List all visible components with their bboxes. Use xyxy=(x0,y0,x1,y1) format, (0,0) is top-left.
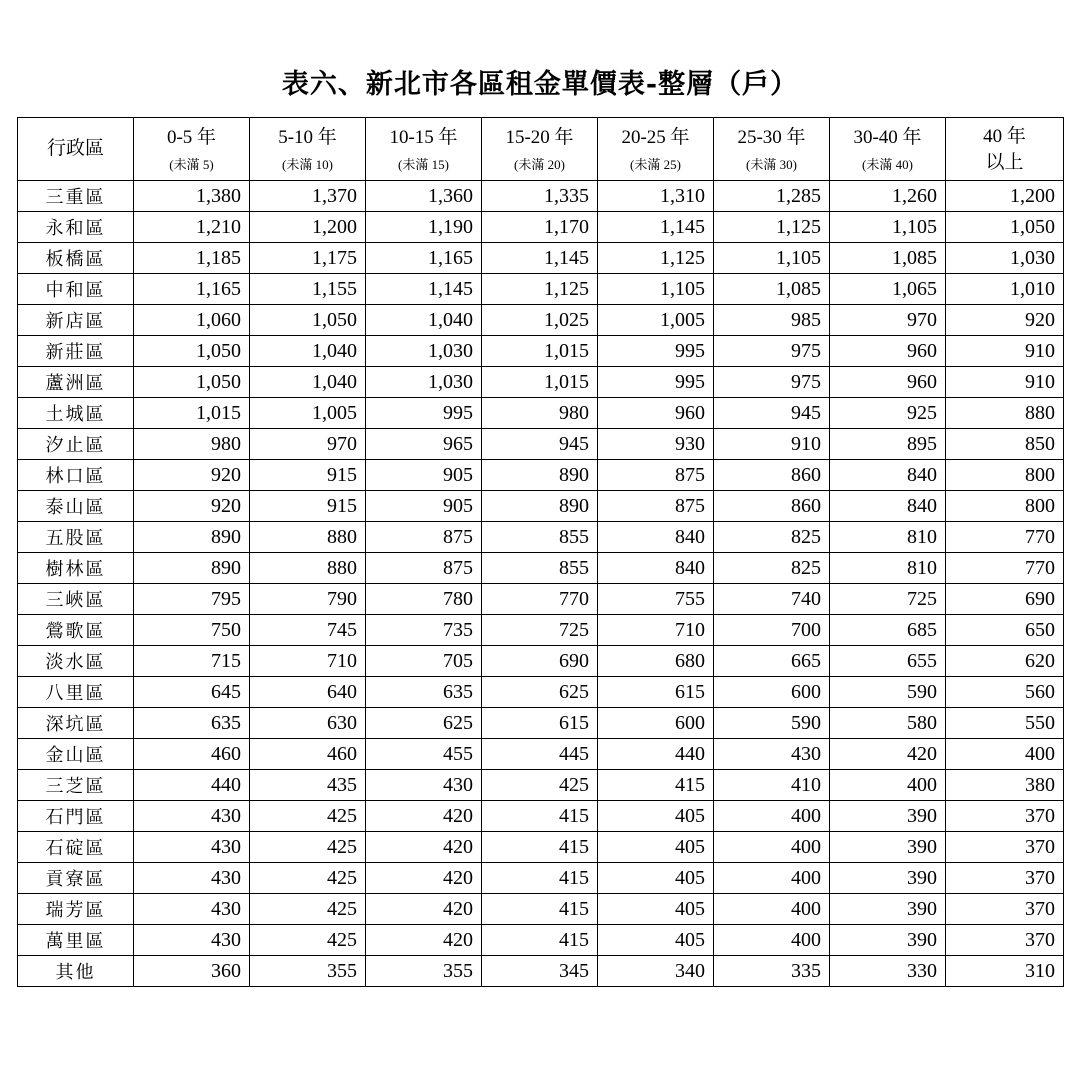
table-row xyxy=(18,491,1064,522)
rent-value-cell: 430 xyxy=(134,863,250,894)
rent-value-cell: 710 xyxy=(598,615,714,646)
rent-value-cell: 975 xyxy=(714,336,830,367)
column-header-sublabel: (未滿 20) xyxy=(514,157,565,172)
rent-value-cell: 910 xyxy=(946,367,1064,398)
rent-value-cell: 710 xyxy=(250,646,366,677)
district-name-cell: 深坑區 xyxy=(18,708,134,739)
column-header-district xyxy=(18,118,134,181)
column-header-label: 行政區 xyxy=(46,138,104,159)
rent-value-cell: 400 xyxy=(714,925,830,956)
rent-value-cell: 330 xyxy=(830,956,946,987)
rent-value-cell: 740 xyxy=(714,584,830,615)
rent-value-cell: 995 xyxy=(598,336,714,367)
rent-value-cell: 920 xyxy=(946,305,1064,336)
rent-value-cell: 370 xyxy=(946,894,1064,925)
rent-value-cell: 420 xyxy=(366,894,482,925)
column-header-sublabel: (未滿 25) xyxy=(630,157,681,172)
rent-value-cell: 850 xyxy=(946,429,1064,460)
rent-value-cell: 625 xyxy=(482,677,598,708)
table-row xyxy=(18,181,1064,212)
district-name-cell: 蘆洲區 xyxy=(18,367,134,398)
rent-value-cell: 880 xyxy=(250,553,366,584)
rent-value-cell: 405 xyxy=(598,863,714,894)
district-name-cell: 其他 xyxy=(18,956,134,987)
district-name-cell: 萬里區 xyxy=(18,925,134,956)
rent-value-cell: 890 xyxy=(482,460,598,491)
rent-value-cell: 390 xyxy=(830,894,946,925)
table-header-row xyxy=(18,118,1064,181)
table-row xyxy=(18,553,1064,584)
district-name-cell: 樹林區 xyxy=(18,553,134,584)
rent-value-cell: 620 xyxy=(946,646,1064,677)
rent-value-cell: 435 xyxy=(250,770,366,801)
rent-value-cell: 655 xyxy=(830,646,946,677)
rent-value-cell: 400 xyxy=(714,801,830,832)
rent-value-cell: 800 xyxy=(946,460,1064,491)
rent-value-cell: 680 xyxy=(598,646,714,677)
rent-value-cell: 855 xyxy=(482,553,598,584)
column-header-sublabel: (未滿 15) xyxy=(398,157,449,172)
rent-value-cell: 405 xyxy=(598,801,714,832)
rent-value-cell: 425 xyxy=(250,801,366,832)
rent-value-cell: 975 xyxy=(714,367,830,398)
rent-value-cell: 445 xyxy=(482,739,598,770)
table-row xyxy=(18,801,1064,832)
rent-value-cell: 985 xyxy=(714,305,830,336)
district-name-cell: 板橋區 xyxy=(18,243,134,274)
rent-value-cell: 980 xyxy=(482,398,598,429)
column-header-25-30 xyxy=(714,118,830,181)
rent-value-cell: 310 xyxy=(946,956,1064,987)
rent-value-cell: 355 xyxy=(250,956,366,987)
rent-value-cell: 650 xyxy=(946,615,1064,646)
district-name-cell: 石碇區 xyxy=(18,832,134,863)
rent-value-cell: 995 xyxy=(366,398,482,429)
rent-value-cell: 685 xyxy=(830,615,946,646)
column-header-label: 10-15 年 xyxy=(389,127,458,148)
table-row xyxy=(18,584,1064,615)
rent-value-cell: 770 xyxy=(482,584,598,615)
district-name-cell: 五股區 xyxy=(18,522,134,553)
rent-value-cell: 960 xyxy=(830,367,946,398)
rent-value-cell: 1,030 xyxy=(366,367,482,398)
rent-value-cell: 440 xyxy=(134,770,250,801)
column-header-label: 20-25 年 xyxy=(621,127,690,148)
rent-value-cell: 370 xyxy=(946,801,1064,832)
rent-value-cell: 1,165 xyxy=(134,274,250,305)
column-header-label: 15-20 年 xyxy=(505,127,574,148)
rent-value-cell: 415 xyxy=(482,894,598,925)
rent-value-cell: 425 xyxy=(250,863,366,894)
rent-value-cell: 1,040 xyxy=(250,336,366,367)
district-name-cell: 淡水區 xyxy=(18,646,134,677)
table-row xyxy=(18,863,1064,894)
table-row xyxy=(18,274,1064,305)
rent-value-cell: 340 xyxy=(598,956,714,987)
rent-value-cell: 360 xyxy=(134,956,250,987)
rent-value-cell: 625 xyxy=(366,708,482,739)
rent-value-cell: 930 xyxy=(598,429,714,460)
column-header-sublabel: 以上 xyxy=(985,152,1024,173)
rent-value-cell: 1,030 xyxy=(946,243,1064,274)
rent-value-cell: 430 xyxy=(134,894,250,925)
rent-value-cell: 335 xyxy=(714,956,830,987)
rent-value-cell: 425 xyxy=(250,832,366,863)
rent-value-cell: 915 xyxy=(250,491,366,522)
rent-value-cell: 725 xyxy=(482,615,598,646)
rent-value-cell: 890 xyxy=(134,553,250,584)
table-row xyxy=(18,460,1064,491)
rent-value-cell: 405 xyxy=(598,925,714,956)
rent-value-cell: 770 xyxy=(946,522,1064,553)
rent-value-cell: 380 xyxy=(946,770,1064,801)
rent-value-cell: 1,210 xyxy=(134,212,250,243)
district-name-cell: 貢寮區 xyxy=(18,863,134,894)
rent-value-cell: 1,145 xyxy=(482,243,598,274)
district-name-cell: 八里區 xyxy=(18,677,134,708)
rent-value-cell: 1,015 xyxy=(482,336,598,367)
rent-value-cell: 345 xyxy=(482,956,598,987)
table-row xyxy=(18,243,1064,274)
rent-value-cell: 590 xyxy=(714,708,830,739)
rent-value-cell: 665 xyxy=(714,646,830,677)
rent-value-cell: 915 xyxy=(250,460,366,491)
rent-value-cell: 690 xyxy=(946,584,1064,615)
rent-value-cell: 770 xyxy=(946,553,1064,584)
district-name-cell: 汐止區 xyxy=(18,429,134,460)
rent-value-cell: 640 xyxy=(250,677,366,708)
rent-value-cell: 645 xyxy=(134,677,250,708)
rent-value-cell: 420 xyxy=(366,832,482,863)
rent-value-cell: 890 xyxy=(482,491,598,522)
rent-value-cell: 875 xyxy=(598,460,714,491)
district-name-cell: 永和區 xyxy=(18,212,134,243)
column-header-label: 0-5 年 xyxy=(166,127,217,148)
table-row xyxy=(18,336,1064,367)
rent-value-cell: 405 xyxy=(598,832,714,863)
table-row xyxy=(18,615,1064,646)
rent-value-cell: 1,005 xyxy=(598,305,714,336)
rent-value-cell: 855 xyxy=(482,522,598,553)
table-row xyxy=(18,770,1064,801)
district-name-cell: 三重區 xyxy=(18,181,134,212)
rent-value-cell: 780 xyxy=(366,584,482,615)
rent-value-cell: 965 xyxy=(366,429,482,460)
rent-value-cell: 590 xyxy=(830,677,946,708)
rent-value-cell: 1,005 xyxy=(250,398,366,429)
rent-value-cell: 920 xyxy=(134,460,250,491)
table-row xyxy=(18,646,1064,677)
district-name-cell: 土城區 xyxy=(18,398,134,429)
rent-value-cell: 580 xyxy=(830,708,946,739)
rent-value-cell: 370 xyxy=(946,863,1064,894)
rent-value-cell: 945 xyxy=(482,429,598,460)
rent-value-cell: 910 xyxy=(946,336,1064,367)
rent-value-cell: 1,380 xyxy=(134,181,250,212)
rent-value-cell: 735 xyxy=(366,615,482,646)
rent-value-cell: 390 xyxy=(830,925,946,956)
rent-value-cell: 945 xyxy=(714,398,830,429)
district-name-cell: 泰山區 xyxy=(18,491,134,522)
rent-value-cell: 1,360 xyxy=(366,181,482,212)
rent-value-cell: 425 xyxy=(250,894,366,925)
rent-value-cell: 1,105 xyxy=(830,212,946,243)
rent-value-cell: 1,125 xyxy=(714,212,830,243)
column-header-sublabel: (未滿 5) xyxy=(169,157,214,172)
rent-value-cell: 390 xyxy=(830,832,946,863)
rent-value-cell: 415 xyxy=(598,770,714,801)
rent-value-cell: 1,030 xyxy=(366,336,482,367)
column-header-label: 5-10 年 xyxy=(278,127,337,148)
rent-value-cell: 840 xyxy=(830,491,946,522)
rent-value-cell: 1,165 xyxy=(366,243,482,274)
rent-value-cell: 390 xyxy=(830,863,946,894)
rent-value-cell: 1,015 xyxy=(482,367,598,398)
rent-value-cell: 615 xyxy=(482,708,598,739)
rent-value-cell: 635 xyxy=(134,708,250,739)
rent-value-cell: 615 xyxy=(598,677,714,708)
district-name-cell: 金山區 xyxy=(18,739,134,770)
rent-value-cell: 1,085 xyxy=(830,243,946,274)
rent-value-cell: 790 xyxy=(250,584,366,615)
table-row xyxy=(18,925,1064,956)
rent-value-cell: 1,145 xyxy=(598,212,714,243)
column-header-sublabel: (未滿 30) xyxy=(746,157,797,172)
rent-value-cell: 630 xyxy=(250,708,366,739)
rent-value-cell: 1,145 xyxy=(366,274,482,305)
rent-value-cell: 370 xyxy=(946,832,1064,863)
rent-value-cell: 840 xyxy=(598,553,714,584)
rent-value-cell: 875 xyxy=(366,553,482,584)
table-row xyxy=(18,894,1064,925)
rent-value-cell: 635 xyxy=(366,677,482,708)
rent-value-cell: 1,190 xyxy=(366,212,482,243)
rent-value-cell: 970 xyxy=(250,429,366,460)
table-row xyxy=(18,367,1064,398)
rent-value-cell: 840 xyxy=(830,460,946,491)
rent-value-cell: 420 xyxy=(830,739,946,770)
rent-value-cell: 860 xyxy=(714,491,830,522)
rent-value-cell: 1,175 xyxy=(250,243,366,274)
rent-value-cell: 840 xyxy=(598,522,714,553)
rent-value-cell: 810 xyxy=(830,553,946,584)
rent-value-cell: 860 xyxy=(714,460,830,491)
rent-value-cell: 430 xyxy=(714,739,830,770)
district-name-cell: 新店區 xyxy=(18,305,134,336)
rent-value-cell: 1,025 xyxy=(482,305,598,336)
rent-value-cell: 400 xyxy=(946,739,1064,770)
rent-value-cell: 1,060 xyxy=(134,305,250,336)
rent-value-cell: 725 xyxy=(830,584,946,615)
rent-value-cell: 460 xyxy=(134,739,250,770)
rent-value-cell: 370 xyxy=(946,925,1064,956)
rent-value-cell: 1,050 xyxy=(946,212,1064,243)
rent-value-cell: 1,065 xyxy=(830,274,946,305)
rent-value-cell: 1,335 xyxy=(482,181,598,212)
rent-value-cell: 430 xyxy=(134,925,250,956)
table-row xyxy=(18,398,1064,429)
district-name-cell: 三芝區 xyxy=(18,770,134,801)
rent-value-cell: 1,170 xyxy=(482,212,598,243)
rent-value-cell: 905 xyxy=(366,460,482,491)
rent-value-cell: 1,010 xyxy=(946,274,1064,305)
table-body xyxy=(18,181,1064,987)
rent-value-cell: 890 xyxy=(134,522,250,553)
rent-value-cell: 745 xyxy=(250,615,366,646)
rent-value-cell: 980 xyxy=(134,429,250,460)
rent-value-cell: 550 xyxy=(946,708,1064,739)
rent-value-cell: 970 xyxy=(830,305,946,336)
district-name-cell: 林口區 xyxy=(18,460,134,491)
rent-value-cell: 910 xyxy=(714,429,830,460)
rent-value-cell: 1,285 xyxy=(714,181,830,212)
rent-value-cell: 415 xyxy=(482,832,598,863)
district-name-cell: 瑞芳區 xyxy=(18,894,134,925)
rent-value-cell: 410 xyxy=(714,770,830,801)
column-header-15-20 xyxy=(482,118,598,181)
district-name-cell: 石門區 xyxy=(18,801,134,832)
column-header-20-25 xyxy=(598,118,714,181)
rent-value-cell: 875 xyxy=(366,522,482,553)
rent-value-cell: 460 xyxy=(250,739,366,770)
rent-value-cell: 400 xyxy=(830,770,946,801)
rent-value-cell: 455 xyxy=(366,739,482,770)
rent-value-cell: 420 xyxy=(366,863,482,894)
rent-value-cell: 600 xyxy=(598,708,714,739)
rent-value-cell: 895 xyxy=(830,429,946,460)
rent-value-cell: 355 xyxy=(366,956,482,987)
rent-value-cell: 415 xyxy=(482,801,598,832)
column-header-label: 30-40 年 xyxy=(853,127,922,148)
rent-value-cell: 880 xyxy=(250,522,366,553)
rent-value-cell: 400 xyxy=(714,863,830,894)
rent-value-cell: 1,370 xyxy=(250,181,366,212)
column-header-0-5 xyxy=(134,118,250,181)
rent-value-cell: 1,125 xyxy=(598,243,714,274)
table-row xyxy=(18,708,1064,739)
column-header-40-plus xyxy=(946,118,1064,181)
rent-value-cell: 925 xyxy=(830,398,946,429)
column-header-10-15 xyxy=(366,118,482,181)
rent-value-cell: 430 xyxy=(134,832,250,863)
rent-value-cell: 415 xyxy=(482,863,598,894)
rent-value-cell: 425 xyxy=(482,770,598,801)
rent-value-cell: 1,085 xyxy=(714,274,830,305)
rent-value-cell: 960 xyxy=(598,398,714,429)
table-row xyxy=(18,677,1064,708)
column-header-label: 25-30 年 xyxy=(737,127,806,148)
rent-value-cell: 705 xyxy=(366,646,482,677)
rent-value-cell: 960 xyxy=(830,336,946,367)
rent-value-cell: 880 xyxy=(946,398,1064,429)
table-row xyxy=(18,429,1064,460)
column-header-sublabel: (未滿 10) xyxy=(282,157,333,172)
table-row xyxy=(18,832,1064,863)
rent-value-cell: 1,015 xyxy=(134,398,250,429)
rent-value-cell: 430 xyxy=(134,801,250,832)
rent-value-cell: 430 xyxy=(366,770,482,801)
rent-value-cell: 825 xyxy=(714,553,830,584)
rent-value-cell: 995 xyxy=(598,367,714,398)
column-header-30-40 xyxy=(830,118,946,181)
rent-value-cell: 795 xyxy=(134,584,250,615)
rent-value-cell: 560 xyxy=(946,677,1064,708)
table-row xyxy=(18,305,1064,336)
rent-value-cell: 440 xyxy=(598,739,714,770)
table-row xyxy=(18,739,1064,770)
rent-value-cell: 1,105 xyxy=(598,274,714,305)
rent-value-cell: 755 xyxy=(598,584,714,615)
district-name-cell: 鶯歌區 xyxy=(18,615,134,646)
rent-value-cell: 1,155 xyxy=(250,274,366,305)
rent-value-cell: 715 xyxy=(134,646,250,677)
rent-value-cell: 1,185 xyxy=(134,243,250,274)
rent-value-cell: 1,050 xyxy=(250,305,366,336)
rent-value-cell: 1,200 xyxy=(946,181,1064,212)
rent-value-cell: 920 xyxy=(134,491,250,522)
rent-value-cell: 420 xyxy=(366,801,482,832)
table-row xyxy=(18,522,1064,553)
rent-value-cell: 425 xyxy=(250,925,366,956)
district-name-cell: 新莊區 xyxy=(18,336,134,367)
rent-value-cell: 1,050 xyxy=(134,336,250,367)
rent-value-cell: 750 xyxy=(134,615,250,646)
page-title: 表六、新北市各區租金單價表-整層（戶） xyxy=(281,69,799,100)
table-row xyxy=(18,212,1064,243)
rent-value-cell: 1,310 xyxy=(598,181,714,212)
rent-value-cell: 800 xyxy=(946,491,1064,522)
rent-value-cell: 1,040 xyxy=(250,367,366,398)
rent-value-cell: 700 xyxy=(714,615,830,646)
rent-value-cell: 400 xyxy=(714,894,830,925)
rent-value-cell: 1,200 xyxy=(250,212,366,243)
rent-value-cell: 810 xyxy=(830,522,946,553)
rent-value-cell: 420 xyxy=(366,925,482,956)
rent-value-cell: 1,125 xyxy=(482,274,598,305)
rent-value-cell: 405 xyxy=(598,894,714,925)
rent-value-cell: 400 xyxy=(714,832,830,863)
rent-value-cell: 1,105 xyxy=(714,243,830,274)
rent-value-cell: 690 xyxy=(482,646,598,677)
rent-value-cell: 600 xyxy=(714,677,830,708)
column-header-5-10 xyxy=(250,118,366,181)
rent-value-cell: 905 xyxy=(366,491,482,522)
rent-value-cell: 825 xyxy=(714,522,830,553)
column-header-label: 40 年 xyxy=(983,126,1026,147)
table-row xyxy=(18,956,1064,987)
rent-value-cell: 1,040 xyxy=(366,305,482,336)
rent-value-cell: 390 xyxy=(830,801,946,832)
district-name-cell: 三峽區 xyxy=(18,584,134,615)
rent-value-cell: 415 xyxy=(482,925,598,956)
rent-value-cell: 875 xyxy=(598,491,714,522)
rent-value-cell: 1,050 xyxy=(134,367,250,398)
column-header-sublabel: (未滿 40) xyxy=(862,157,913,172)
rent-price-table xyxy=(17,117,1064,987)
rent-value-cell: 1,260 xyxy=(830,181,946,212)
district-name-cell: 中和區 xyxy=(18,274,134,305)
